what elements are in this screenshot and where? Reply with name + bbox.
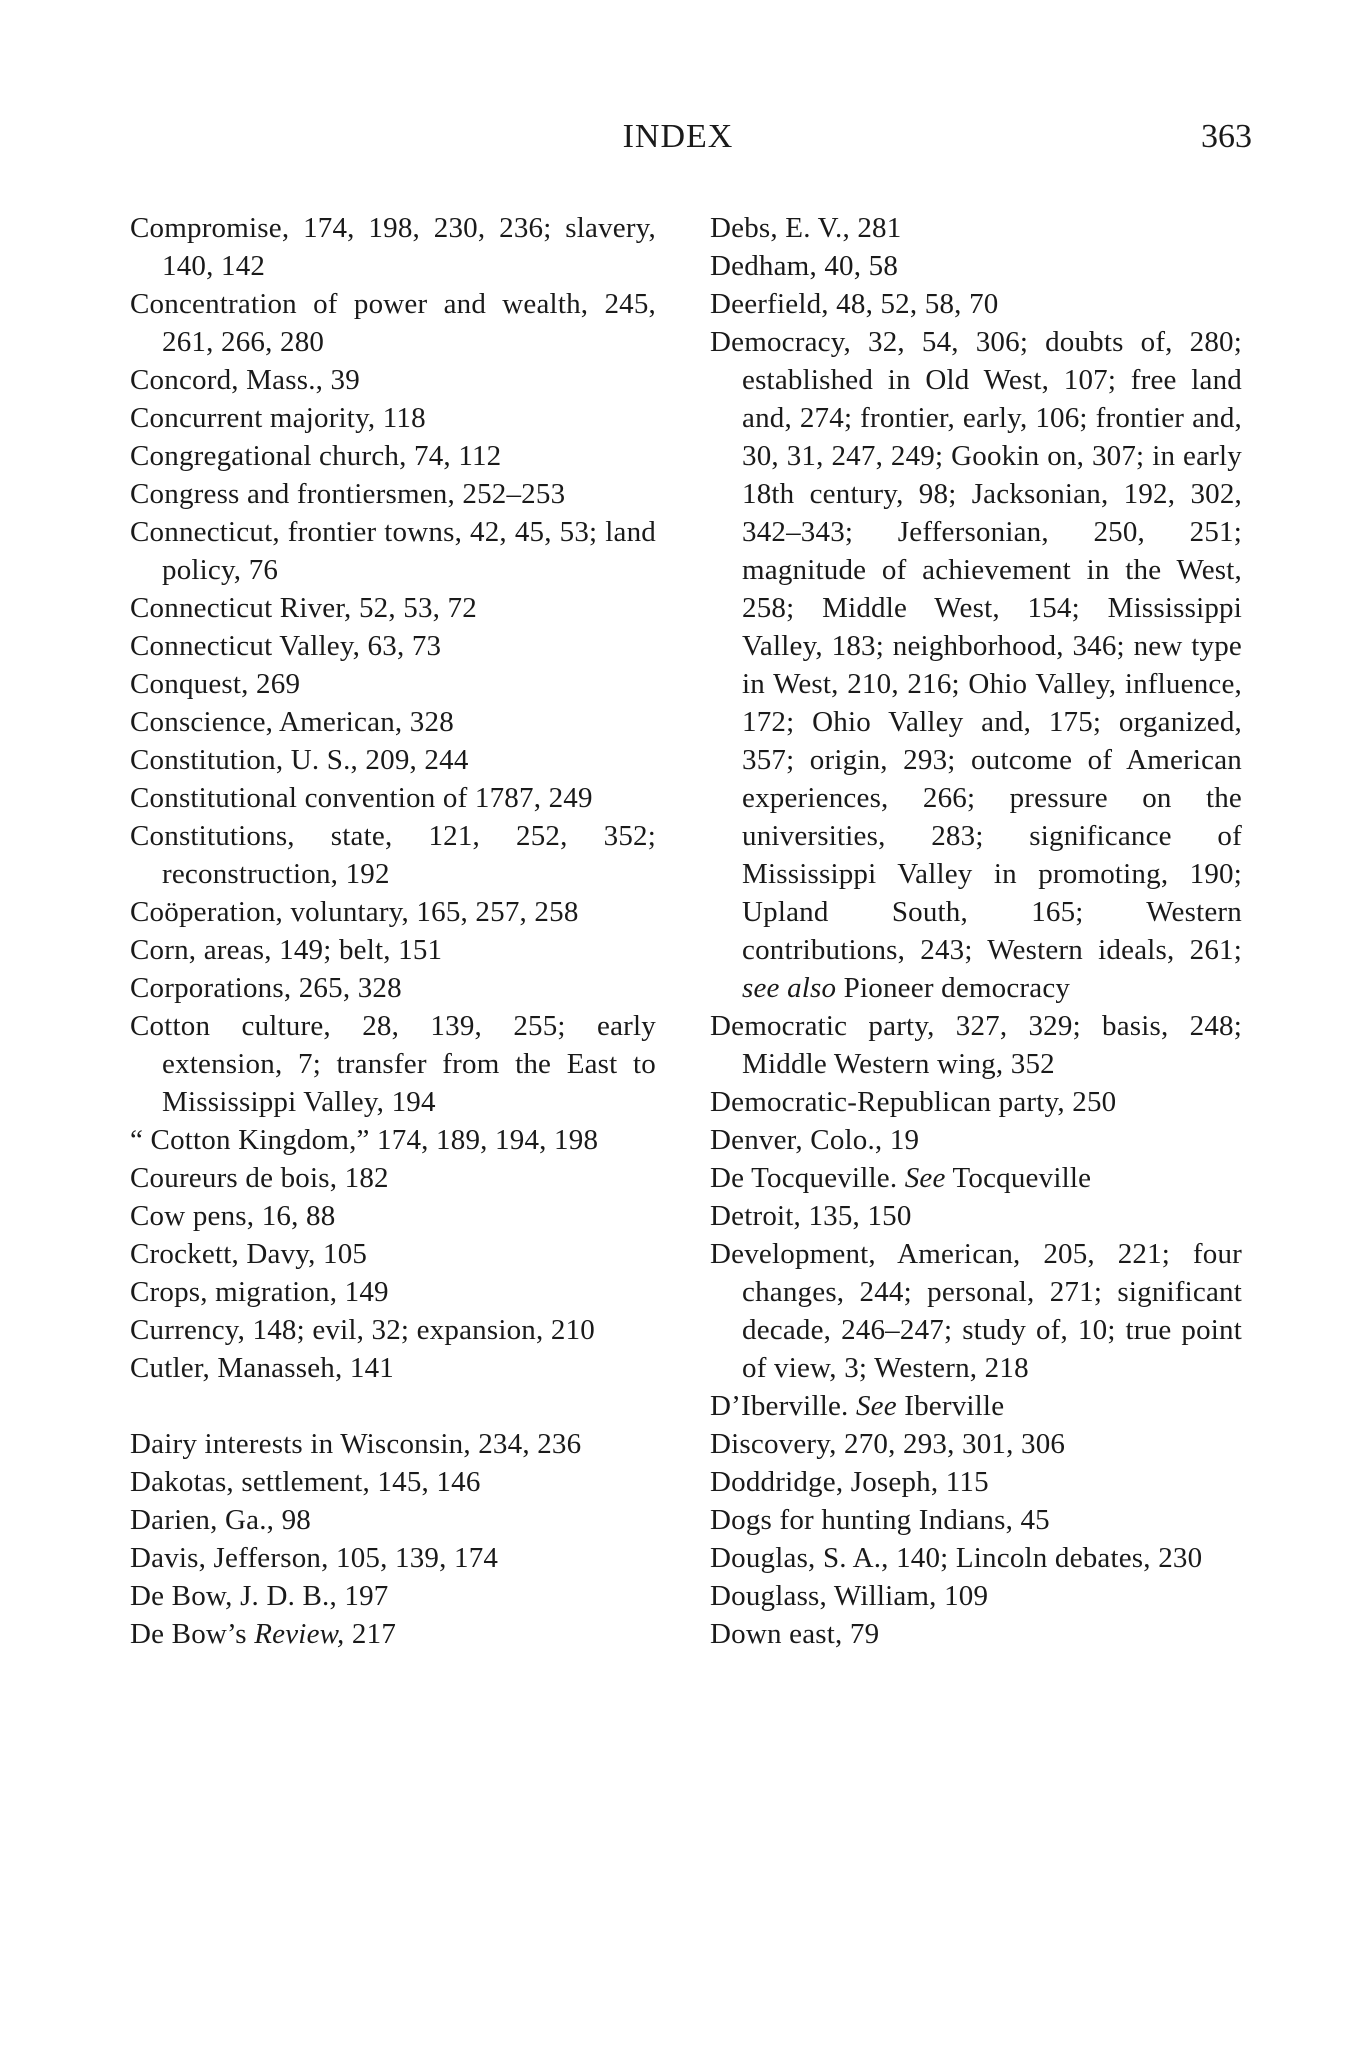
index-entry [710,1387,1242,1425]
index-entry: Doddridge, Joseph, 115 [710,1466,989,1498]
index-entry: Congregational church, 74, 112 [130,440,502,472]
index-entry: Crops, migration, 149 [130,1276,389,1308]
index-entry: Currency, 148; evil, 32; expansion, 210 [130,1314,596,1346]
index-entry: Conscience, American, 328 [130,706,454,738]
entry-text: Pioneer democracy [836,972,1071,1004]
index-entry: Democratic-Republican party, 250 [710,1086,1117,1118]
index-entry: Conquest, 269 [130,668,301,700]
running-head [0,112,1356,162]
index-entry: Constitutional convention of 1787, 249 [130,782,593,814]
index-entry: Concentration of power and wealth, 245, 261, 266, 280 [130,288,656,358]
entry-italic-text: Review, [254,1618,345,1650]
index-entry: Debs, E. V., 281 [710,212,902,244]
entry-text: Iberville [896,1390,1005,1422]
index-entry: Cotton culture, 28, 139, 255; early extension, 7; transfer from the East to Mississippi Valley, 194 [130,1010,656,1118]
index-entry: Connecticut, frontier towns, 42, 45, 53; land policy, 76 [130,516,656,586]
entry-italic-text: See [904,1162,946,1194]
index-entry: Corn, areas, 149; belt, 151 [130,934,443,966]
index-entry: “ Cotton Kingdom,” 174, 189, 194, 198 [130,1124,599,1156]
page-number: 363 [1201,118,1252,155]
index-entry: Dairy interests in Wisconsin, 234, 236 [130,1428,582,1460]
index-entry: Douglas, S. A., 140; Lincoln debates, 230 [710,1542,1203,1574]
index-entry: Douglass, William, 109 [710,1580,989,1612]
entry-text: De Bow’s [130,1618,255,1650]
index-entry: Compromise, 174, 198, 230, 236; slavery, 140, 142 [130,212,656,282]
index-entry: Cow pens, 16, 88 [130,1200,336,1232]
index-entry: Connecticut Valley, 63, 73 [130,630,442,662]
index-entry: Coureurs de bois, 182 [130,1162,389,1194]
index-entry: Corporations, 265, 328 [130,972,402,1004]
entry-italic-text: see also [742,972,837,1004]
entry-text: 217 [344,1618,397,1650]
index-entry: Darien, Ga., 98 [130,1504,311,1536]
index-entry: Concurrent majority, 118 [130,402,426,434]
index-entry: Cutler, Manasseh, 141 [130,1352,394,1384]
index-entry: De Bow, J. D. B., 197 [130,1580,389,1612]
entry-text: D’Iberville. [710,1390,856,1422]
entry-text: Tocqueville [945,1162,1092,1194]
index-entry: Coöperation, voluntary, 165, 257, 258 [130,896,579,928]
index-entry: Democratic party, 327, 329; basis, 248; Middle Western wing, 352 [710,1010,1242,1080]
index-entry: Denver, Colo., 19 [710,1124,920,1156]
index-entry [710,1159,1242,1197]
index-entry: Constitution, U. S., 209, 244 [130,744,469,776]
index-entry: Dedham, 40, 58 [710,250,899,282]
index-column-right [710,209,1242,1653]
index-entry: Development, American, 205, 221; four changes, 244; personal, 271; significant decade, 246–247; study of, 10; true point of view, 3; Western, 218 [710,1238,1242,1384]
entry-text: Democracy, 32, 54, 306; doubts of, 280; established in Old West, 107; free land and, 274; frontier, early, 106; frontier and, 30, 31, 247, 249; Gookin on, 307; in early 18th century, 98; Jacksonian, 192, 302, 342–343; Jeffersonian, 250, 251; magnitude of achievement in the West, 258; Middle West, 154; Mississippi Valley, 183; neighborhood, 346; new type in West, 210, 216; Ohio Valley, influence, 172; Ohio Valley and, 175; organized, 357; origin, 293; outcome of American experiences, 266; pressure on the universities, 283; significance of Mississippi Valley in promoting, 190; Upland South, 165; Western contributions, 243; Western ideals, 261; [710,326,1242,966]
index-entry: Down east, 79 [710,1618,880,1650]
index-entry: Constitutions, state, 121, 252, 352; reconstruction, 192 [130,820,656,890]
index-entry: Connecticut River, 52, 53, 72 [130,592,477,624]
entry-italic-text: See [855,1390,897,1422]
index-entry: Dogs for hunting Indians, 45 [710,1504,1050,1536]
index-entry: Concord, Mass., 39 [130,364,360,396]
index-entry: Deerfield, 48, 52, 58, 70 [710,288,999,320]
index-entry: Congress and frontiersmen, 252–253 [130,478,566,510]
index-column-left [130,209,656,1653]
index-entry: Detroit, 135, 150 [710,1200,912,1232]
index-entry: Crockett, Davy, 105 [130,1238,368,1270]
page-title: INDEX [622,118,734,155]
letter-section-gap [130,1387,656,1425]
index-entry: Davis, Jefferson, 105, 139, 174 [130,1542,499,1574]
index-entry [710,323,1242,1007]
entry-text: De Tocqueville. [710,1162,905,1194]
index-entry: Dakotas, settlement, 145, 146 [130,1466,481,1498]
index-entry [130,1615,656,1653]
index-entry: Discovery, 270, 293, 301, 306 [710,1428,1066,1460]
